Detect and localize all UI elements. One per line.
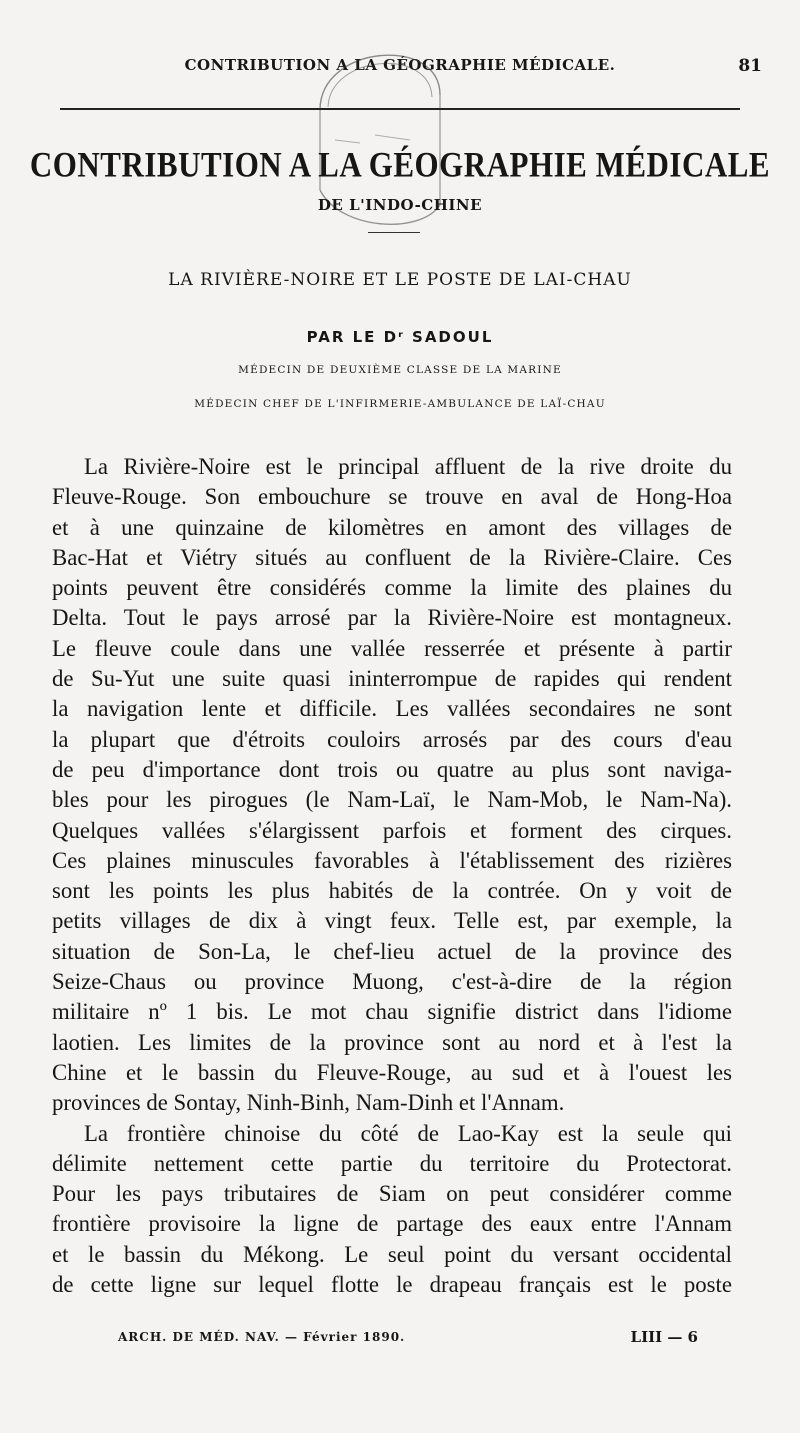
body-line: de peu d'importance dont trois ou quatre au plus sont naviga- [52, 756, 732, 782]
body-line: situation de Son-La, le chef-lieu actuel de la province des [52, 938, 732, 964]
body-line: de Su-Yut une suite quasi ininterrompue de rapides qui rendent [52, 666, 732, 692]
article-title: CONTRIBUTION A LA GÉOGRAPHIE MÉDICALE [29, 144, 771, 185]
header-rule [60, 108, 740, 110]
body-line: Fleuve-Rouge. Son embouchure se trouve en aval de Hong-Hoa [52, 484, 732, 510]
article-subtitle: DE L'INDO-CHINE [317, 196, 483, 214]
body-line: Delta. Tout le pays arrosé par la Rivière-Noire est montagneux. [52, 605, 732, 631]
affiliation-line-1: MÉDECIN DE DEUXIÈME CLASSE DE LA MARINE [238, 364, 562, 376]
body-line: sont les points les plus habités de la contrée. On y voit de [52, 878, 732, 904]
body-line: La frontière chinoise du côté de Lao-Kay est la seule qui [84, 1120, 732, 1146]
body-line: provinces de Sontay, Ninh-Binh, Nam-Dinh et l'Annam. [52, 1090, 565, 1116]
body-line: délimite nettement cette partie du territoire du Protectorat. [52, 1150, 732, 1176]
section-title: LA RIVIÈRE-NOIRE ET LE POSTE DE LAI-CHAU [168, 270, 632, 290]
body-line: militaire nº 1 bis. Le mot chau signifie district dans l'idiome [52, 999, 732, 1025]
subtitle-rule [368, 232, 420, 233]
running-header: CONTRIBUTION A LA GÉOGRAPHIE MÉDICALE. [184, 56, 616, 74]
body-line: frontière provisoire la ligne de partage des eaux entre l'Annam [52, 1211, 732, 1237]
body-line: Ces plaines minuscules favorables à l'établissement des rizières [52, 847, 732, 873]
body-line: Chine et le bassin du Fleuve-Rouge, au sud et à l'ouest les [52, 1059, 732, 1085]
affiliation-line-2: MÉDECIN CHEF DE L'INFIRMERIE-AMBULANCE DE LAÏ-CHAU [194, 398, 606, 410]
body-line: Le fleuve coule dans une vallée resserrée et présente à partir [52, 635, 732, 661]
body-line: la navigation lente et difficile. Les vallées secondaires ne sont [52, 696, 732, 722]
body-line: et le bassin du Mékong. Le seul point du versant occidental [52, 1241, 732, 1267]
body-line: la plupart que d'étroits couloirs arrosés par des cours d'eau [52, 726, 732, 752]
body-line: Quelques vallées s'élargissent parfois et forment des cirques. [52, 817, 732, 843]
body-line: Pour les pays tributaires de Siam on peut considérer comme [52, 1181, 732, 1207]
body-text [52, 452, 732, 1300]
body-line: laotien. Les limites de la province sont au nord et à l'est la [52, 1029, 732, 1055]
body-line: Seize-Chaus ou province Muong, c'est-à-dire de la région [52, 969, 732, 995]
body-line: Bac-Hat et Viétry situés au confluent de la Rivière-Claire. Ces [52, 544, 732, 570]
journal-citation: ARCH. DE MÉD. NAV. — Février 1890. [118, 1330, 406, 1344]
body-line: bles pour les pirogues (le Nam-Laï, le Nam-Mob, le Nam-Na). [52, 787, 732, 813]
body-line: de cette ligne sur lequel flotte le drapeau français est le poste [52, 1272, 732, 1298]
author-line: PAR LE Dʳ SADOUL [306, 328, 494, 346]
body-line: petits villages de dix à vingt feux. Telle est, par exemple, la [52, 908, 732, 934]
page-number: 81 [738, 56, 762, 76]
body-line: La Rivière-Noire est le principal affluent de la rive droite du [84, 454, 732, 479]
body-line: et à une quinzaine de kilomètres en amont des villages de [52, 514, 732, 540]
body-line: points peuvent être considérés comme la limite des plaines du [52, 575, 732, 601]
signature-mark: LIII — 6 [630, 1328, 698, 1346]
